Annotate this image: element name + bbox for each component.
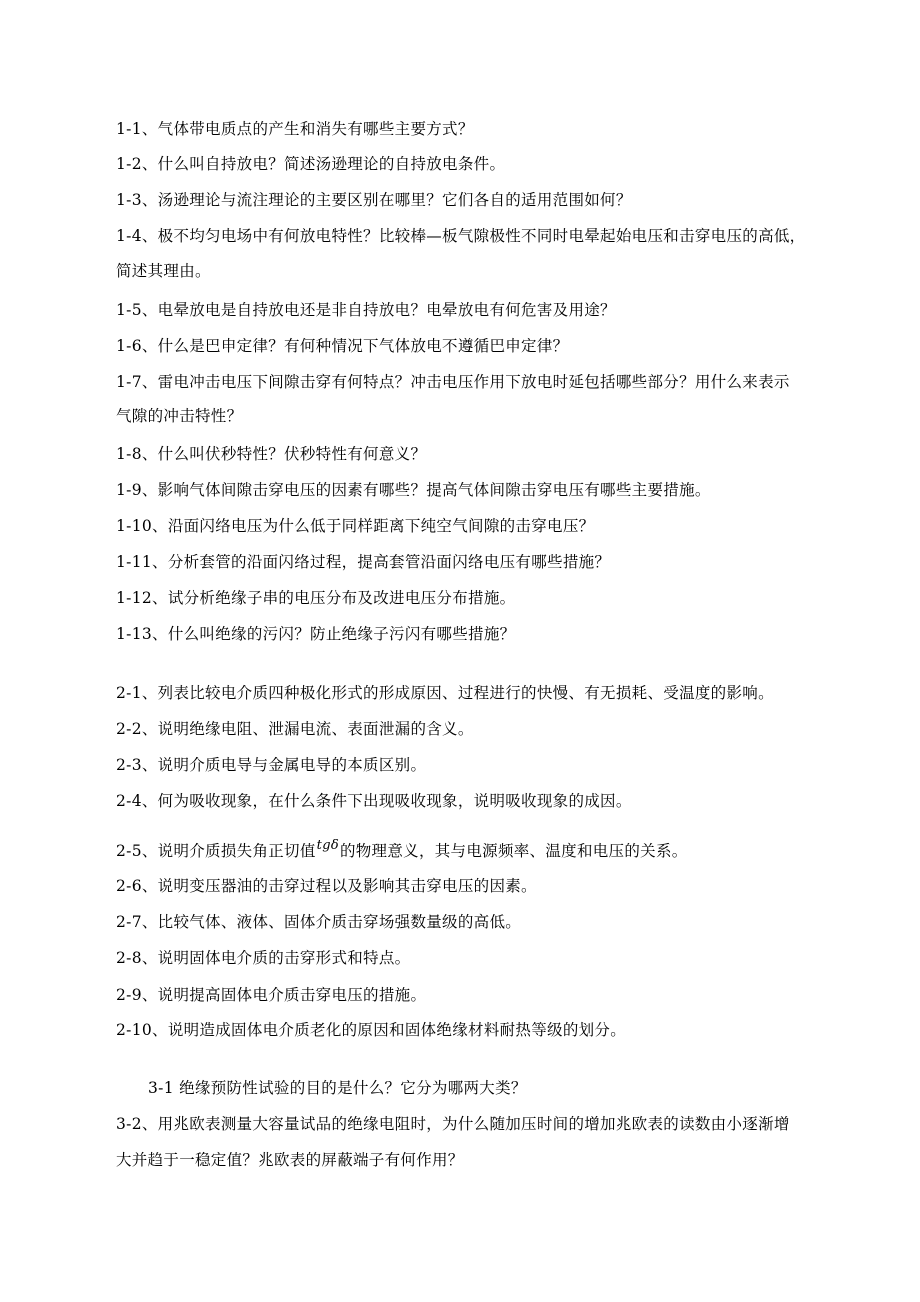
question-2-5-prefix: 2-5、说明介质损失角正切值 — [116, 842, 316, 860]
question-1-7: 1-7、雷电冲击电压下间隙击穿有何特点？冲击电压作用下放电时延包括哪些部分？用什么来表示 — [116, 373, 790, 391]
question-1-13: 1-13、什么叫绝缘的污闪？防止绝缘子污闪有哪些措施？ — [116, 625, 516, 643]
question-2-4: 2-4、何为吸收现象，在什么条件下出现吸收现象，说明吸收现象的成因。 — [116, 792, 632, 810]
question-1-4: 1-4、极不均匀电场中有何放电特性？比较棒—板气隙极性不同时电晕起始电压和击穿电压的高低， — [116, 227, 806, 245]
question-2-5-suffix: 的物理意义，其与电源频率、温度和电压的关系。 — [339, 842, 688, 860]
question-1-1: 1-1、气体带电质点的产生和消失有哪些主要方式？ — [116, 120, 474, 138]
question-3-1: 3-1 绝缘预防性试验的目的是什么？它分为哪两大类？ — [148, 1079, 527, 1097]
question-1-3: 1-3、汤逊理论与流注理论的主要区别在哪里？它们各自的适用范围如何？ — [116, 191, 632, 209]
question-2-1: 2-1、列表比较电介质四种极化形式的形成原因、过程进行的快慢、有无损耗、受温度的影响。 — [116, 684, 774, 702]
question-2-5 — [116, 836, 816, 861]
question-1-7-continued: 气隙的冲击特性？ — [116, 407, 243, 425]
question-3-2-continued: 大并趋于一稳定值？兆欧表的屏蔽端子有何作用？ — [116, 1151, 464, 1169]
question-2-3: 2-3、说明介质电导与金属电导的本质区别。 — [116, 756, 427, 774]
question-1-4-continued: 简述其理由。 — [116, 262, 211, 280]
question-1-10: 1-10、沿面闪络电压为什么低于同样距离下纯空气间隙的击穿电压？ — [116, 517, 595, 535]
tan-delta-symbol: tgδ — [316, 838, 339, 853]
question-3-2: 3-2、用兆欧表测量大容量试品的绝缘电阻时，为什么随加压时间的增加兆欧表的读数由小逐渐增 — [116, 1115, 790, 1133]
question-1-2: 1-2、什么叫自持放电？简述汤逊理论的自持放电条件。 — [116, 155, 506, 173]
question-1-5: 1-5、电晕放电是自持放电还是非自持放电？电晕放电有何危害及用途？ — [116, 301, 616, 319]
question-1-6: 1-6、什么是巴申定律？有何种情况下气体放电不遵循巴申定律？ — [116, 337, 569, 355]
question-2-10: 2-10、说明造成固体电介质老化的原因和固体绝缘材料耐热等级的划分。 — [116, 1021, 627, 1039]
question-2-6: 2-6、说明变压器油的击穿过程以及影响其击穿电压的因素。 — [116, 877, 537, 895]
question-1-9: 1-9、影响气体间隙击穿电压的因素有哪些？提高气体间隙击穿电压有哪些主要措施。 — [116, 481, 711, 499]
question-1-8: 1-8、什么叫伏秒特性？伏秒特性有何意义？ — [116, 445, 427, 463]
question-2-2: 2-2、说明绝缘电阻、泄漏电流、表面泄漏的含义。 — [116, 720, 474, 738]
question-2-8: 2-8、说明固体电介质的击穿形式和特点。 — [116, 949, 411, 967]
question-2-7: 2-7、比较气体、液体、固体介质击穿场强数量级的高低。 — [116, 913, 522, 931]
question-1-11: 1-11、分析套管的沿面闪络过程，提高套管沿面闪络电压有哪些措施？ — [116, 553, 611, 571]
question-2-9: 2-9、说明提高固体电介质击穿电压的措施。 — [116, 986, 427, 1004]
question-1-12: 1-12、试分析绝缘子串的电压分布及改进电压分布措施。 — [116, 589, 516, 607]
